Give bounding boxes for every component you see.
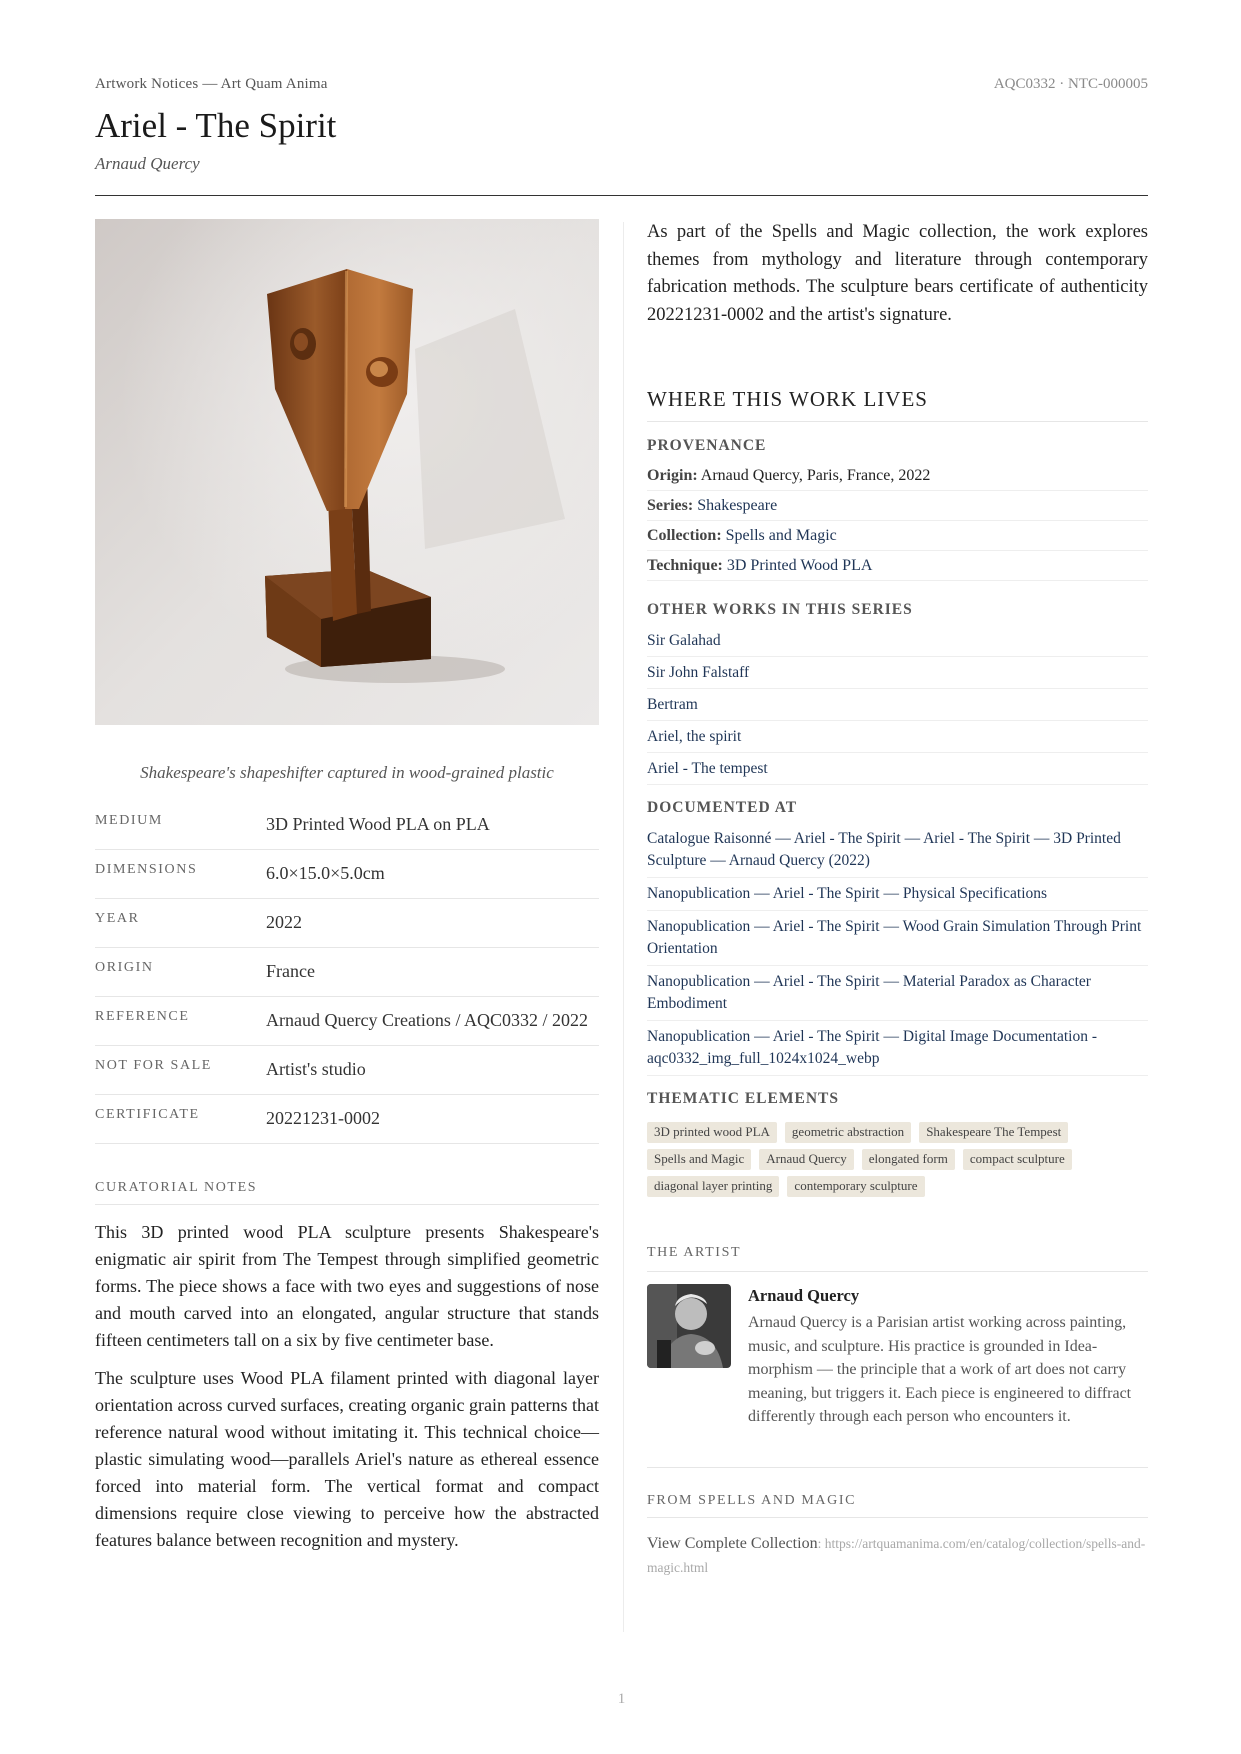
spec-row-dimensions <box>95 850 599 899</box>
artist-subtitle: Arnaud Quercy <box>95 154 200 173</box>
spec-label: CERTIFICATE <box>95 1107 200 1122</box>
artist-card <box>647 1284 1148 1468</box>
tag[interactable]: Shakespeare The Tempest <box>919 1122 1068 1143</box>
spec-label: REFERENCE <box>95 1009 190 1024</box>
series-link[interactable]: Shakespeare <box>697 497 778 514</box>
collection-heading: FROM SPELLS AND MAGIC <box>647 1493 1148 1518</box>
spec-row-reference <box>95 997 599 1046</box>
tag[interactable]: geometric abstraction <box>785 1122 911 1143</box>
artist-info <box>748 1284 1148 1429</box>
provenance-heading: PROVENANCE <box>647 437 767 454</box>
header-bar <box>95 76 1148 96</box>
other-work-link[interactable]: Ariel, the spirit <box>647 721 1148 753</box>
document-reference: AQC0332 · NTC-000005 <box>993 76 1148 92</box>
collection-link[interactable]: Spells and Magic <box>725 527 837 544</box>
document-type: Artwork Notices — Art Quam Anima <box>95 76 328 92</box>
right-column <box>647 219 1148 1580</box>
tag[interactable]: contemporary sculpture <box>787 1176 924 1197</box>
origin-label: Origin: <box>647 467 698 484</box>
technique-link[interactable]: 3D Printed Wood PLA <box>726 557 873 574</box>
avatar <box>647 1284 731 1368</box>
spec-row-origin <box>95 948 599 997</box>
collection-label: Collection: <box>647 527 722 544</box>
collection-url[interactable]: https://artquamanima.com/en/catalog/collection/spells-and-magic.html <box>647 1535 1146 1575</box>
spec-row-year <box>95 899 599 948</box>
lead-paragraph: As part of the Spells and Magic collection, the work explores themes from mythology and literature through contemporary fabrication methods. The sculpture bears certificate of authenticity 20221231-0002 and the artist's signature. <box>647 222 1148 325</box>
page-number: 1 <box>617 1691 626 1707</box>
spec-value: 6.0×15.0×5.0cm <box>266 863 385 883</box>
provenance-collection <box>647 521 1148 551</box>
technique-label: Technique: <box>647 557 723 574</box>
spec-value: France <box>266 961 315 981</box>
spec-label: MEDIUM <box>95 813 163 828</box>
spec-value: Arnaud Quercy Creations / AQC0332 / 2022 <box>266 1010 588 1030</box>
spec-label: DIMENSIONS <box>95 862 198 877</box>
tag[interactable]: Spells and Magic <box>647 1149 751 1170</box>
left-column <box>95 219 599 1554</box>
tag[interactable]: Arnaud Quercy <box>759 1149 854 1170</box>
header-divider <box>95 195 1148 196</box>
documented-link[interactable]: Nanopublication — Ariel - The Spirit — Material Paradox as Character Embodiment <box>647 966 1148 1021</box>
tag[interactable]: 3D printed wood PLA <box>647 1122 777 1143</box>
curatorial-paragraph: The sculpture uses Wood PLA filament printed with diagonal layer orientation across curved surfaces, creating organic grain patterns that reference natural wood without imitating it. This technical choice—plastic simulating wood—parallels Ariel's nature as ethereal essence forced into material form. The vertical format and compact dimensions require close viewing to perceive how the abstracted features balance between recognition and mystery. <box>95 1368 599 1550</box>
series-label: Series: <box>647 497 694 514</box>
provenance-series <box>647 491 1148 521</box>
documented-heading: DOCUMENTED AT <box>647 799 798 816</box>
spec-value: 3D Printed Wood PLA on PLA <box>266 814 490 834</box>
documented-link[interactable]: Nanopublication — Ariel - The Spirit — Wood Grain Simulation Through Print Orientation <box>647 911 1148 966</box>
documented-link[interactable]: Catalogue Raisonné — Ariel - The Spirit — Ariel - The Spirit — 3D Printed Sculpture — Arnaud Quercy (2022) <box>647 823 1148 878</box>
view-collection-link[interactable]: View Complete Collection <box>647 1534 818 1552</box>
spec-value: Artist's studio <box>266 1059 366 1079</box>
documented-link[interactable]: Nanopublication — Ariel - The Spirit — Digital Image Documentation - aqc0332_img_full_1024x1024_webp <box>647 1021 1148 1076</box>
collection-url-separator: : <box>817 1535 825 1551</box>
documented-link[interactable]: Nanopublication — Ariel - The Spirit — Physical Specifications <box>647 878 1148 911</box>
other-work-link[interactable]: Ariel - The tempest <box>647 753 1148 785</box>
spec-value: 2022 <box>266 912 302 932</box>
other-work-link[interactable]: Bertram <box>647 689 1148 721</box>
artist-bio: Arnaud Quercy is a Parisian artist working across painting, music, and sculpture. His practice is grounded in Idea-morphism — the principle that a work of art does not carry meaning, but triggers it. Each piece is engineered to diffract differently through each person who encounters it. <box>748 1314 1132 1425</box>
spec-row-not-for-sale <box>95 1046 599 1095</box>
notice-page <box>95 0 1148 1754</box>
spec-row-medium <box>95 801 599 850</box>
view-collection <box>647 1532 1148 1580</box>
tag[interactable]: diagonal layer printing <box>647 1176 779 1197</box>
origin-value: Arnaud Quercy, Paris, France, 2022 <box>700 467 931 484</box>
spec-value: 20221231-0002 <box>266 1108 380 1128</box>
spec-table <box>95 801 599 1144</box>
provenance-origin <box>647 461 1148 491</box>
spec-label: NOT FOR SALE <box>95 1058 212 1073</box>
curatorial-paragraph: This 3D printed wood PLA sculpture presents Shakespeare's enigmatic air spirit from The Tempest through simplified geometric forms. The piece shows a face with two eyes and suggestions of nose and mouth carved into an elongated, angular structure that stands fifteen centimeters tall on a six by five centimeter base. <box>95 1222 599 1350</box>
tag[interactable]: elongated form <box>862 1149 955 1170</box>
other-work-link[interactable]: Sir John Falstaff <box>647 657 1148 689</box>
spec-row-certificate <box>95 1095 599 1144</box>
spec-label: ORIGIN <box>95 960 154 975</box>
column-divider <box>623 222 624 1632</box>
artwork-photo <box>95 219 599 725</box>
curatorial-heading: CURATORIAL NOTES <box>95 1180 599 1205</box>
spec-label: YEAR <box>95 911 140 926</box>
image-caption: Shakespeare's shapeshifter captured in wood-grained plastic <box>140 763 554 782</box>
thematic-heading: THEMATIC ELEMENTS <box>647 1090 839 1107</box>
page-title: Ariel - The Spirit <box>95 106 337 145</box>
artist-name: Arnaud Quercy <box>748 1286 860 1305</box>
provenance-technique <box>647 551 1148 581</box>
artist-heading: THE ARTIST <box>647 1245 1148 1272</box>
other-work-link[interactable]: Sir Galahad <box>647 625 1148 657</box>
other-works-heading: OTHER WORKS IN THIS SERIES <box>647 601 913 618</box>
tag[interactable]: compact sculpture <box>963 1149 1072 1170</box>
thematic-tags <box>647 1122 1148 1197</box>
section-heading-where-lives: WHERE THIS WORK LIVES <box>647 387 1148 422</box>
